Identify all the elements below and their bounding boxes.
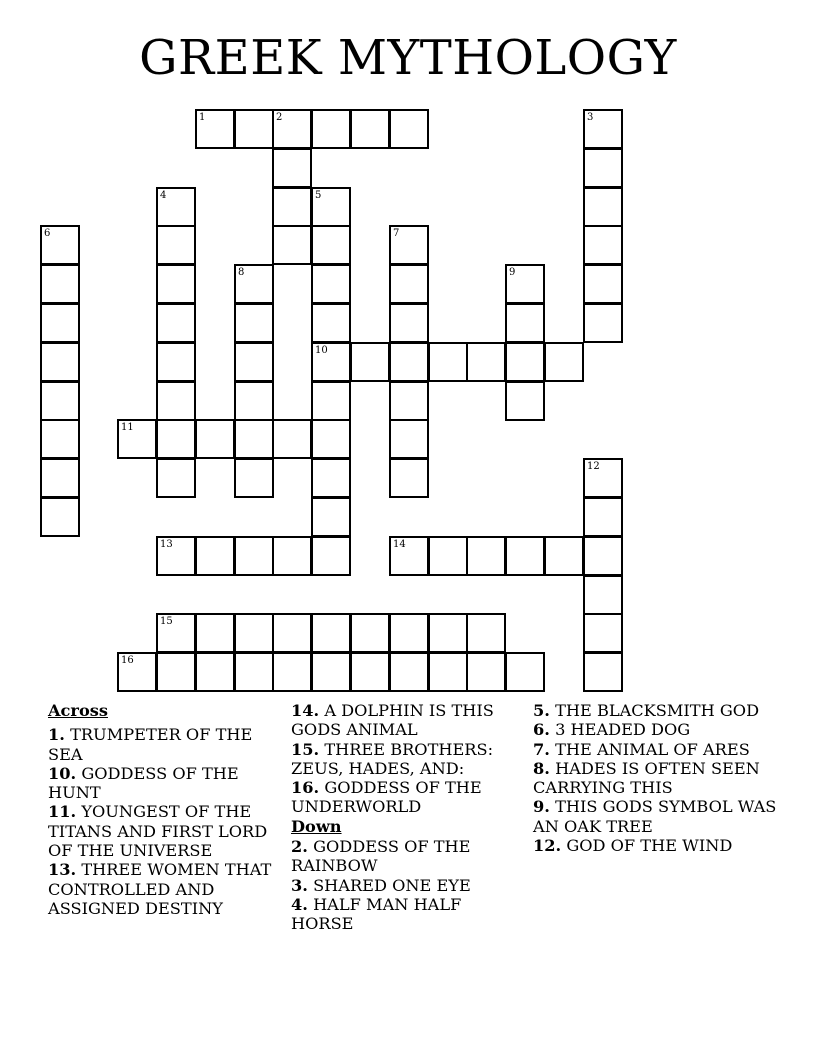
grid-cell[interactable]	[272, 419, 312, 459]
clue-down-6	[533, 720, 793, 739]
grid-cell[interactable]	[583, 613, 623, 653]
grid-cell[interactable]	[389, 536, 429, 576]
clue-across-14	[291, 701, 519, 740]
grid-cell[interactable]	[428, 613, 468, 653]
clue-across-1	[48, 725, 276, 764]
grid-cell[interactable]	[234, 419, 274, 459]
clue-text: HADES IS OFTEN SEEN CARRYING THIS	[533, 758, 760, 798]
grid-cell[interactable]	[272, 652, 312, 692]
grid-cell[interactable]	[234, 381, 274, 421]
clue-text: 3 HEADED DOG	[555, 720, 691, 740]
grid-cell[interactable]	[466, 536, 506, 576]
grid-cell[interactable]	[195, 419, 235, 459]
clue-text: YOUNGEST OF THE TITANS AND FIRST LORD OF THE UNIVERSE	[48, 802, 268, 861]
clues-column-3	[533, 701, 793, 855]
cell-number: 11	[121, 422, 134, 433]
clues-column-1	[48, 701, 276, 918]
clue-number: 2.	[291, 837, 308, 857]
grid-cell[interactable]	[583, 575, 623, 615]
grid-cell[interactable]	[583, 536, 623, 576]
grid-cell[interactable]	[428, 342, 468, 382]
grid-cell[interactable]	[117, 419, 157, 459]
grid-cell[interactable]	[234, 342, 274, 382]
grid-cell[interactable]	[195, 536, 235, 576]
grid-cell[interactable]	[389, 652, 429, 692]
clues-column-2	[291, 701, 519, 934]
grid-cell[interactable]	[234, 652, 274, 692]
grid-cell[interactable]	[428, 652, 468, 692]
grid-cell[interactable]	[505, 381, 545, 421]
grid-cell[interactable]	[505, 303, 545, 343]
clue-across-11	[48, 802, 276, 860]
grid-cell[interactable]	[40, 225, 80, 265]
grid-cell[interactable]	[156, 381, 196, 421]
clue-down-12	[533, 836, 793, 855]
grid-cell[interactable]	[311, 264, 351, 304]
grid-cell[interactable]	[311, 381, 351, 421]
grid-cell[interactable]	[583, 497, 623, 537]
grid-cell[interactable]	[156, 225, 196, 265]
grid-cell[interactable]	[583, 264, 623, 304]
grid-cell[interactable]	[40, 381, 80, 421]
grid-cell[interactable]	[156, 342, 196, 382]
clue-text: SHARED ONE EYE	[313, 875, 471, 895]
grid-cell[interactable]	[234, 109, 274, 149]
grid-cell[interactable]	[583, 458, 623, 498]
grid-cell[interactable]	[195, 652, 235, 692]
cell-number: 2	[276, 112, 283, 123]
grid-cell[interactable]	[428, 536, 468, 576]
clue-text: THREE WOMEN THAT CONTROLLED AND ASSIGNED DESTINY	[48, 860, 272, 918]
grid-cell[interactable]	[156, 458, 196, 498]
clue-text: GODDESS OF THE RAINBOW	[291, 837, 471, 876]
clue-number: 10.	[48, 763, 77, 783]
grid-cell[interactable]	[350, 652, 390, 692]
grid-cell[interactable]	[389, 613, 429, 653]
grid-cell[interactable]	[272, 148, 312, 188]
grid-cell[interactable]	[156, 187, 196, 227]
clue-number: 3.	[291, 875, 308, 895]
grid-cell[interactable]	[389, 303, 429, 343]
grid-cell[interactable]	[583, 148, 623, 188]
clue-across-16	[291, 778, 519, 817]
grid-cell[interactable]	[389, 419, 429, 459]
grid-cell[interactable]	[272, 536, 312, 576]
clue-text: THE BLACKSMITH GOD	[555, 701, 760, 720]
grid-cell[interactable]	[389, 225, 429, 265]
grid-cell[interactable]	[505, 652, 545, 692]
grid-cell[interactable]	[505, 342, 545, 382]
clue-down-9	[533, 797, 793, 836]
cell-number: 14	[393, 539, 406, 550]
puzzle-title: GREEK MYTHOLOGY	[139, 30, 677, 86]
grid-cell[interactable]	[272, 187, 312, 227]
grid-cell[interactable]	[583, 225, 623, 265]
clue-number: 12.	[533, 836, 562, 856]
grid-cell[interactable]	[40, 264, 80, 304]
clue-number: 4.	[291, 894, 308, 914]
clue-across-15	[291, 740, 519, 779]
clue-text: THREE BROTHERS: ZEUS, HADES, AND:	[291, 739, 494, 778]
grid-cell[interactable]	[40, 303, 80, 343]
grid-cell[interactable]	[311, 225, 351, 265]
cell-number: 10	[315, 345, 328, 356]
grid-cell[interactable]	[311, 652, 351, 692]
grid-cell[interactable]	[40, 497, 80, 537]
clue-text: GOD OF THE WIND	[566, 836, 733, 856]
grid-cell[interactable]	[234, 536, 274, 576]
grid-cell[interactable]	[583, 109, 623, 149]
clue-number: 11.	[48, 802, 77, 822]
grid-cell[interactable]	[234, 303, 274, 343]
grid-cell[interactable]	[234, 264, 274, 304]
grid-cell[interactable]	[311, 342, 351, 382]
grid-cell[interactable]	[583, 187, 623, 227]
grid-cell[interactable]	[156, 613, 196, 653]
cell-number: 1	[199, 112, 206, 123]
clue-number: 15.	[291, 739, 320, 759]
grid-cell[interactable]	[311, 458, 351, 498]
cell-number: 8	[238, 267, 245, 278]
clue-number: 7.	[533, 739, 550, 759]
grid-cell[interactable]	[272, 109, 312, 149]
grid-cell[interactable]	[389, 458, 429, 498]
clue-text: HALF MAN HALF HORSE	[291, 894, 462, 934]
cell-number: 7	[393, 228, 400, 239]
clue-down-4	[291, 895, 519, 934]
grid-cell[interactable]	[544, 342, 584, 382]
clue-number: 9.	[533, 797, 550, 817]
grid-cell[interactable]	[350, 109, 390, 149]
grid-cell[interactable]	[505, 264, 545, 304]
cell-number: 6	[44, 228, 51, 239]
grid-cell[interactable]	[466, 613, 506, 653]
clue-down-5	[533, 701, 793, 720]
clue-text: GODDESS OF THE UNDERWORLD	[291, 778, 482, 817]
grid-cell[interactable]	[311, 187, 351, 227]
grid-cell[interactable]	[234, 458, 274, 498]
clue-down-8	[533, 759, 793, 798]
grid-cell[interactable]	[505, 536, 545, 576]
clue-number: 13.	[48, 860, 77, 880]
grid-cell[interactable]	[117, 652, 157, 692]
down-heading: Down	[291, 816, 342, 836]
clue-text: THE ANIMAL OF ARES	[555, 739, 750, 759]
cell-number: 3	[587, 112, 594, 123]
grid-cell[interactable]	[156, 264, 196, 304]
cell-number: 15	[160, 616, 173, 627]
clue-number: 1.	[48, 725, 65, 745]
clue-text: THIS GODS SYMBOL WAS AN OAK TREE	[533, 797, 777, 836]
clue-down-7	[533, 740, 793, 759]
cell-number: 4	[160, 190, 167, 201]
grid-cell[interactable]	[234, 613, 274, 653]
grid-cell[interactable]	[311, 109, 351, 149]
grid-cell[interactable]	[195, 109, 235, 149]
grid-cell[interactable]	[389, 381, 429, 421]
clue-number: 16.	[291, 778, 320, 798]
grid-cell[interactable]	[40, 419, 80, 459]
grid-cell[interactable]	[40, 458, 80, 498]
grid-cell[interactable]	[583, 652, 623, 692]
cell-number: 16	[121, 655, 134, 666]
grid-cell[interactable]	[311, 613, 351, 653]
grid-cell[interactable]	[389, 109, 429, 149]
grid-cell[interactable]	[311, 497, 351, 537]
grid-cell[interactable]	[156, 303, 196, 343]
grid-cell[interactable]	[40, 342, 80, 382]
cell-number: 5	[315, 190, 322, 201]
grid-cell[interactable]	[156, 536, 196, 576]
cell-number: 13	[160, 539, 173, 550]
grid-cell[interactable]	[466, 652, 506, 692]
grid-cell[interactable]	[195, 613, 235, 653]
grid-cell[interactable]	[156, 652, 196, 692]
clue-number: 14.	[291, 701, 320, 720]
clue-text: GODDESS OF THE HUNT	[48, 763, 239, 803]
grid-cell[interactable]	[272, 225, 312, 265]
clue-across-10	[48, 764, 276, 803]
grid-cell[interactable]	[156, 419, 196, 459]
grid-cell[interactable]	[272, 613, 312, 653]
clue-text: A DOLPHIN IS THIS GODS ANIMAL	[291, 701, 494, 740]
grid-cell[interactable]	[389, 264, 429, 304]
grid-cell[interactable]	[583, 303, 623, 343]
grid-cell[interactable]	[389, 342, 429, 382]
grid-cell[interactable]	[350, 342, 390, 382]
grid-cell[interactable]	[466, 342, 506, 382]
cell-number: 12	[587, 461, 600, 472]
clue-number: 6.	[533, 720, 550, 740]
clue-text: TRUMPETER OF THE SEA	[48, 725, 253, 764]
grid-cell[interactable]	[311, 419, 351, 459]
clue-down-3	[291, 876, 519, 895]
grid-cell[interactable]	[350, 613, 390, 653]
clue-down-2	[291, 837, 519, 876]
clue-number: 8.	[533, 758, 550, 778]
clue-across-13	[48, 860, 276, 918]
grid-cell[interactable]	[544, 536, 584, 576]
cell-number: 9	[509, 267, 516, 278]
across-heading: Across	[48, 701, 108, 720]
grid-cell[interactable]	[311, 303, 351, 343]
grid-cell[interactable]	[311, 536, 351, 576]
clue-number: 5.	[533, 701, 550, 720]
